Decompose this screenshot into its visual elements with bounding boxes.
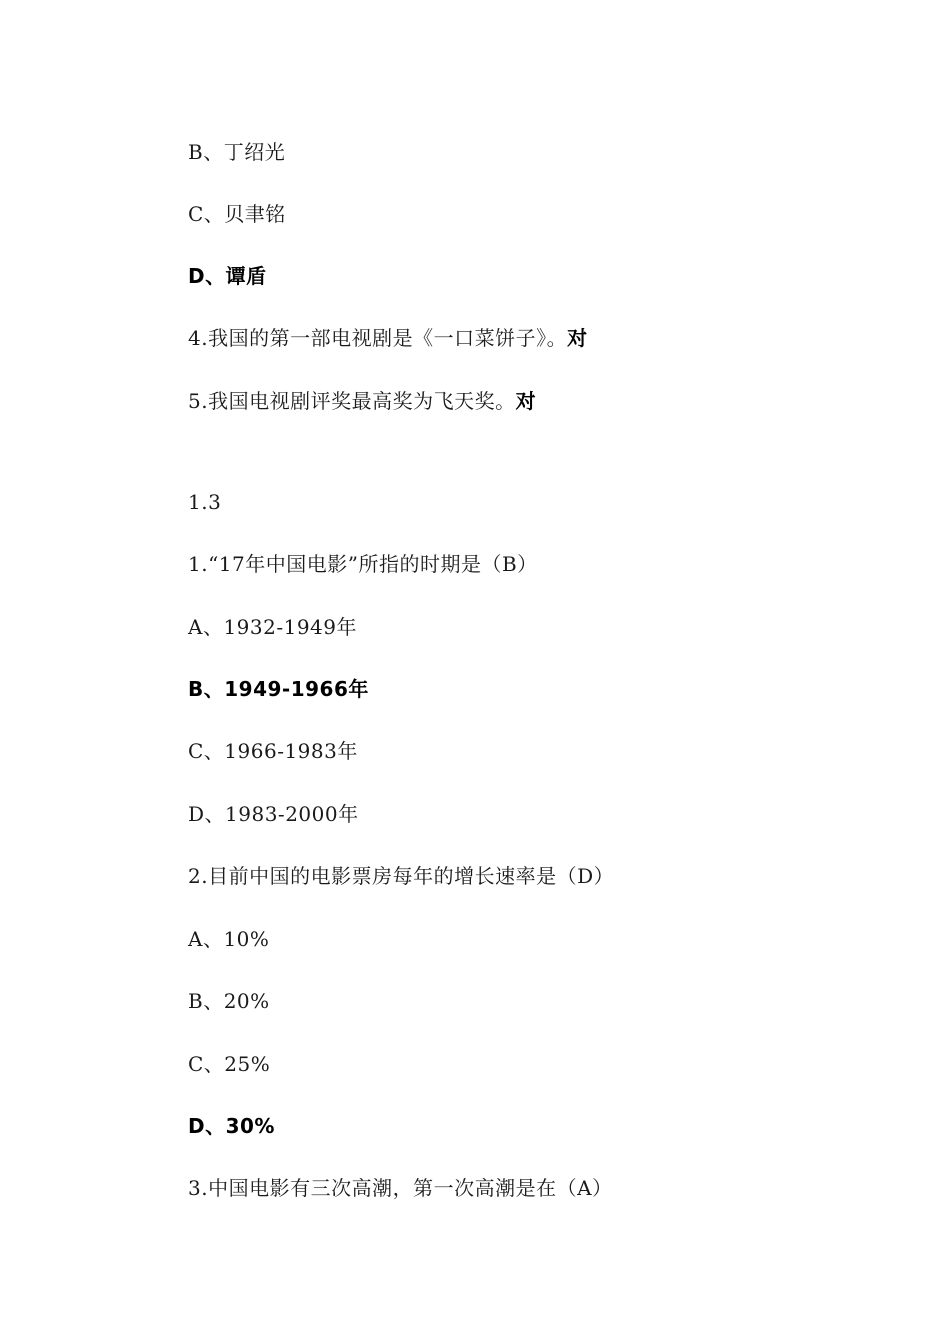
question-5-answer: 对 — [515, 389, 537, 413]
q1-option-d: D、1983-2000年 — [188, 802, 359, 826]
question-4-answer: 对 — [567, 326, 588, 350]
q1-option-a: A、1932-1949年 — [188, 615, 357, 639]
q2-option-b: B、20% — [188, 989, 270, 1013]
q1-option-c: C、1966-1983年 — [188, 739, 358, 763]
question-5-text: 5.我国电视剧评奖最高奖为飞天奖。 — [188, 389, 516, 413]
question-4-text: 4.我国的第一部电视剧是《一口菜饼子》。 — [188, 326, 568, 350]
q1-option-b-answer: B、1949-1966年 — [188, 677, 369, 701]
option-d-tan-dun-answer: D、谭盾 — [188, 264, 267, 288]
question-1: 1.“17年中国电影”所指的时期是（B） — [188, 552, 538, 576]
question-5 — [188, 389, 536, 413]
question-3: 3.中国电影有三次高潮，第一次高潮是在（A） — [188, 1176, 613, 1200]
option-c-bei-yuming: C、贝聿铭 — [188, 202, 286, 226]
q2-option-c: C、25% — [188, 1052, 271, 1076]
section-heading-1-3: 1.3 — [188, 490, 222, 514]
option-b-ding-shaoguang: B、丁绍光 — [188, 140, 286, 164]
question-4 — [188, 326, 588, 350]
question-2: 2.目前中国的电影票房每年的增长速率是（D） — [188, 864, 615, 888]
q2-option-a: A、10% — [188, 927, 270, 951]
q2-option-d-answer: D、30% — [188, 1114, 275, 1138]
